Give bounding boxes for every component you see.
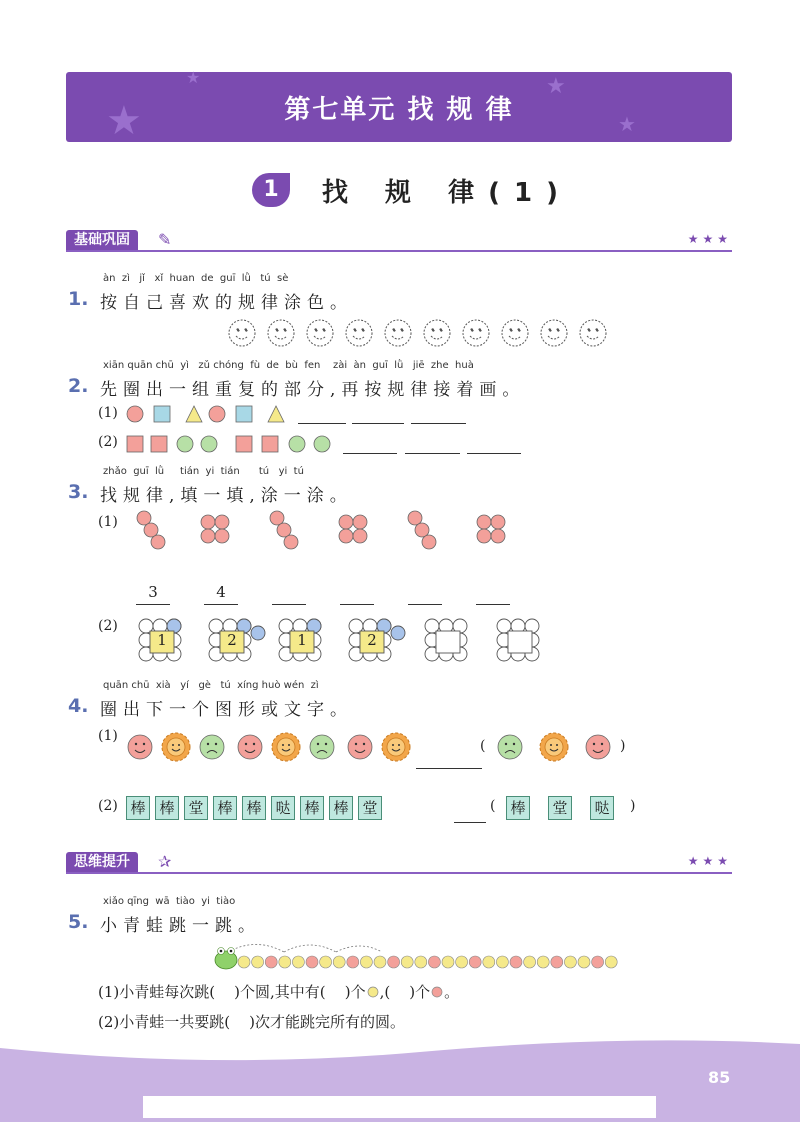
jump-dot	[238, 956, 250, 968]
jump-dot	[496, 956, 508, 968]
answer-blank[interactable]	[272, 603, 306, 605]
pink-dot-icon	[430, 985, 444, 999]
jump-dot	[320, 956, 332, 968]
jump-dot	[578, 956, 590, 968]
q2-text: 先圈出一组重复的部分,再按规律接着画。	[100, 380, 526, 400]
jump-dot	[292, 956, 304, 968]
jump-dot	[510, 956, 522, 968]
q5-line1	[98, 981, 459, 1002]
q3-number: 3.	[68, 481, 89, 503]
jump-dot	[415, 956, 427, 968]
q5-line2: (2)小青蛙一共要跳( )次才能跳完所有的圆。	[98, 1013, 406, 1031]
jump-dot	[347, 956, 359, 968]
ring-number: 2	[227, 631, 237, 649]
section-thinking-label: 思维提升	[66, 852, 138, 872]
q4-sub2-options	[506, 796, 619, 820]
star-icon: ★	[186, 68, 201, 87]
q4-sub1-pattern	[124, 728, 634, 768]
q3-sub1-dots	[132, 508, 522, 556]
difficulty-stars: ★★★	[687, 232, 732, 246]
section-thinking-bar	[66, 852, 732, 874]
q3-answer: 3	[148, 583, 158, 601]
section-basic-label: 基础巩固	[66, 230, 138, 250]
jump-dot	[537, 956, 549, 968]
answer-blank[interactable]	[343, 452, 397, 454]
jump-dot	[374, 956, 386, 968]
q3-text: 找规律,填一填,涂一涂。	[100, 486, 353, 506]
option-box[interactable]: 哒	[590, 796, 614, 820]
q3-sub1-label: (1)	[98, 514, 118, 530]
q4-text: 圈出下一个图形或文字。	[100, 700, 353, 720]
jump-dot	[388, 956, 400, 968]
answer-blank[interactable]	[408, 603, 442, 605]
page-number: 85	[708, 1068, 731, 1087]
jump-dot	[360, 956, 372, 968]
difficulty-stars: ★★★	[687, 854, 732, 868]
option-box[interactable]: 棒	[506, 796, 530, 820]
paren-close: )	[620, 738, 626, 754]
jump-dot	[456, 956, 468, 968]
jump-dot	[564, 956, 576, 968]
q3-pinyin: zhǎo guī lǜ tián yi tián tú yi tú	[103, 466, 304, 477]
char-box: 哒	[271, 796, 295, 820]
q4-number: 4.	[68, 695, 89, 717]
answer-blank[interactable]	[416, 767, 482, 769]
jump-dot	[428, 956, 440, 968]
jump-dot	[483, 956, 495, 968]
jump-dot	[265, 956, 277, 968]
footer-box	[143, 1096, 656, 1118]
q3-answer: 4	[216, 583, 226, 601]
q4-sub2-label: (2)	[98, 798, 118, 814]
answer-blank[interactable]	[454, 821, 486, 823]
unit-title: 第七单元 找 规 律	[284, 95, 514, 125]
yellow-dot-icon	[366, 985, 380, 999]
frog-icon	[215, 948, 237, 970]
q2-pinyin: xiān quān chū yì zǔ chóng fù de bù fen zài àn guī lǜ jiē zhe huà	[103, 360, 474, 371]
q1-faces	[228, 318, 618, 350]
unit-banner	[66, 68, 732, 144]
jump-dot	[442, 956, 454, 968]
star-icon: ★	[546, 74, 566, 99]
char-box: 堂	[184, 796, 208, 820]
paren-open: (	[480, 738, 486, 754]
sparkle-star-icon: ✰	[158, 852, 172, 871]
q1-pinyin: àn zì jǐ xǐ huan de guī lǜ tú sè	[103, 273, 289, 284]
q5-text: 小青蛙跳一跳。	[100, 916, 261, 936]
answer-blank[interactable]	[352, 422, 404, 424]
q5-line1-text: 。	[444, 983, 460, 1001]
q5-number: 5.	[68, 911, 89, 933]
jump-dot	[524, 956, 536, 968]
answer-blank[interactable]	[298, 422, 346, 424]
char-box: 棒	[155, 796, 179, 820]
ring-number: 2	[367, 631, 377, 649]
jump-dot	[279, 956, 291, 968]
answer-blank[interactable]	[204, 603, 238, 605]
q5-line1-text: (1)小青蛙每次跳( )个圆,其中有( )个	[98, 983, 366, 1001]
answer-blank[interactable]	[340, 603, 374, 605]
q3-sub2-rings	[132, 612, 557, 670]
jump-dot	[333, 956, 345, 968]
char-box: 堂	[358, 796, 382, 820]
jump-dot	[592, 956, 604, 968]
char-box: 棒	[126, 796, 150, 820]
char-box: 棒	[242, 796, 266, 820]
pencil-icon: ✎	[158, 230, 172, 249]
char-box: 棒	[213, 796, 237, 820]
q1-number: 1.	[68, 288, 89, 310]
q5-line1-text: ,( )个	[379, 983, 431, 1001]
char-box: 棒	[300, 796, 324, 820]
paren-close: )	[630, 798, 636, 814]
option-box[interactable]: 堂	[548, 796, 572, 820]
ring-number: 1	[157, 631, 167, 649]
q4-sub2-chars	[126, 796, 387, 820]
answer-blank[interactable]	[136, 603, 170, 605]
section-basic-bar	[66, 230, 732, 252]
jump-dot	[551, 956, 563, 968]
char-box: 棒	[329, 796, 353, 820]
lesson-number-badge: 1	[252, 173, 290, 207]
q3-sub2-label: (2)	[98, 618, 118, 634]
q2-sub1-label: (1)	[98, 405, 118, 421]
answer-blank[interactable]	[467, 452, 521, 454]
answer-blank[interactable]	[476, 603, 510, 605]
jump-dot	[306, 956, 318, 968]
lesson-title: 找 规 律(1)	[322, 178, 572, 208]
jump-dot	[252, 956, 264, 968]
star-icon: ★	[106, 98, 142, 144]
q5-pinyin: xiǎo qīng wā tiào yi tiào	[103, 896, 236, 907]
answer-blank[interactable]	[405, 452, 460, 454]
jump-dot	[469, 956, 481, 968]
q2-number: 2.	[68, 375, 89, 397]
q2-sub2-shapes	[124, 432, 339, 456]
q1-text: 按自己喜欢的规律涂色。	[100, 293, 353, 313]
q4-pinyin: quān chū xià yí gè tú xíng huò wén zì	[103, 680, 319, 691]
paren-open: (	[490, 798, 496, 814]
q4-sub1-label: (1)	[98, 728, 118, 744]
jump-dot	[605, 956, 617, 968]
ring-number: 1	[297, 631, 307, 649]
jump-dot	[401, 956, 413, 968]
answer-blank[interactable]	[411, 422, 466, 424]
q2-sub2-label: (2)	[98, 434, 118, 450]
q5-frog-row	[212, 938, 627, 972]
star-icon: ★	[618, 112, 636, 136]
q2-sub1-shapes	[124, 402, 294, 426]
